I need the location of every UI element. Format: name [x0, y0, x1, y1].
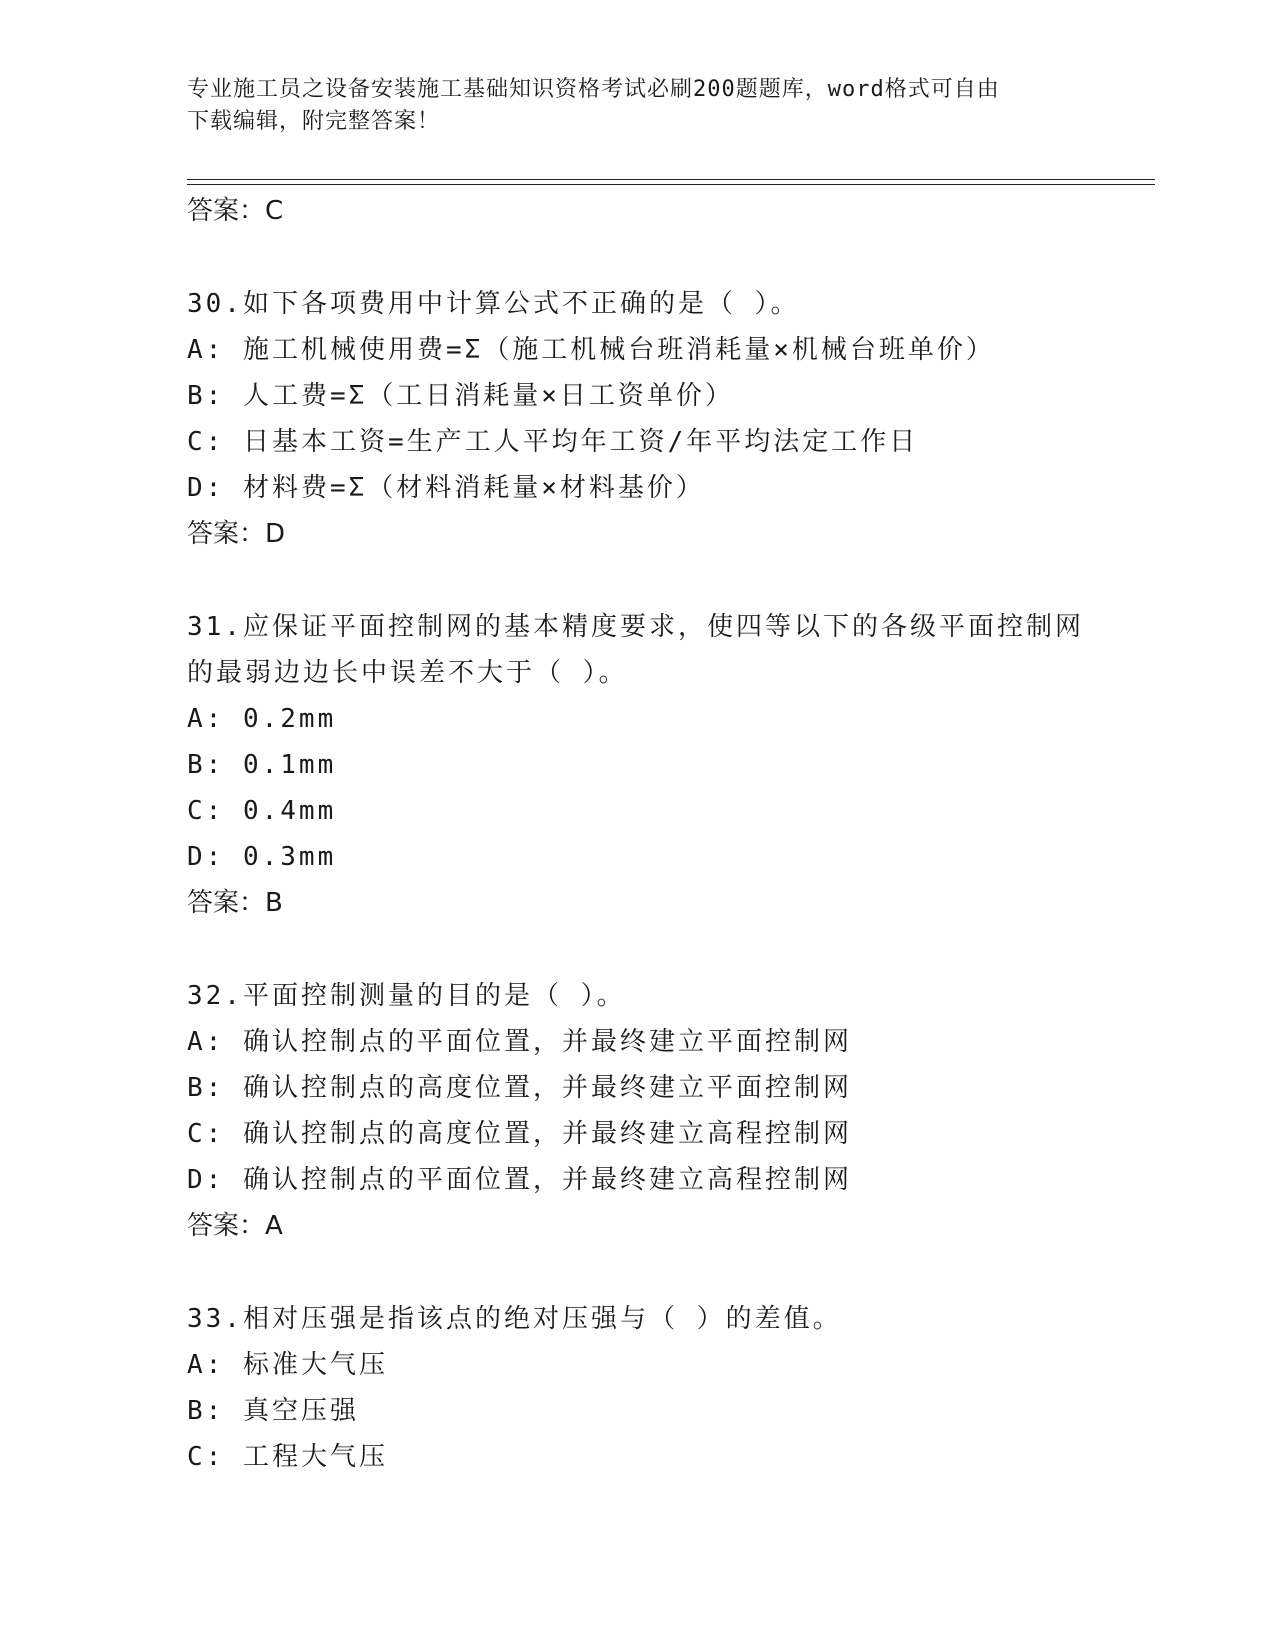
option-b: B: 真空压强	[187, 1396, 359, 1426]
question-block	[187, 604, 1087, 926]
option-b: B: 确认控制点的高度位置，并最终建立平面控制网	[187, 1073, 852, 1103]
answer-value: D	[265, 519, 286, 549]
option-a: A: 标准大气压	[187, 1350, 388, 1380]
option-c: C: 工程大气压	[187, 1442, 388, 1472]
question-block	[187, 1296, 1087, 1480]
question-text: 30.如下各项费用中计算公式不正确的是（ ）。	[187, 289, 800, 319]
option-a: A: 0.2mm	[187, 704, 337, 734]
answer-value: B	[265, 888, 283, 918]
option-b: B: 人工费=Σ（工日消耗量×日工资单价）	[187, 381, 734, 411]
option-c: C: 0.4mm	[187, 796, 337, 826]
question-text: 32.平面控制测量的目的是（ ）。	[187, 981, 626, 1011]
answer-label: 答案：	[187, 519, 266, 549]
answer-value: C	[265, 196, 284, 226]
option-c: C: 确认控制点的高度位置，并最终建立高程控制网	[187, 1119, 852, 1149]
question-block	[187, 281, 1087, 557]
question-text: 31.应保证平面控制网的基本精度要求，使四等以下的各级平面控制网	[187, 612, 1084, 642]
option-b: B: 0.1mm	[187, 750, 337, 780]
answer-line	[187, 880, 1087, 926]
answer-label: 答案：	[187, 888, 266, 918]
option-d: D: 材料费=Σ（材料消耗量×材料基价）	[187, 473, 705, 503]
question-text: 33.相对压强是指该点的绝对压强与（ ）的差值。	[187, 1304, 842, 1334]
answer-value: A	[265, 1211, 283, 1241]
answer-line	[187, 511, 1087, 557]
option-d: D: 确认控制点的平面位置，并最终建立高程控制网	[187, 1165, 852, 1195]
option-c: C: 日基本工资=生产工人平均年工资/年平均法定工作日	[187, 427, 919, 457]
page-header	[187, 74, 1067, 138]
option-a: A: 施工机械使用费=Σ（施工机械台班消耗量×机械台班单价）	[187, 335, 995, 365]
question-text-continued: 的最弱边边长中误差不大于（ ）。	[187, 658, 628, 688]
option-a: A: 确认控制点的平面位置，并最终建立平面控制网	[187, 1027, 852, 1057]
answer-line	[187, 1203, 1087, 1249]
header-divider	[187, 179, 1155, 185]
question-block	[187, 973, 1087, 1249]
answer-line	[187, 188, 1087, 234]
answer-label: 答案：	[187, 196, 266, 226]
question-list	[187, 188, 1087, 1480]
header-text-line-1: 专业施工员之设备安装施工基础知识资格考试必刷200题题库，word格式可自由	[187, 77, 1000, 102]
answer-label: 答案：	[187, 1211, 266, 1241]
option-d: D: 0.3mm	[187, 842, 337, 872]
header-text-line-2: 下载编辑，附完整答案！	[187, 109, 441, 134]
